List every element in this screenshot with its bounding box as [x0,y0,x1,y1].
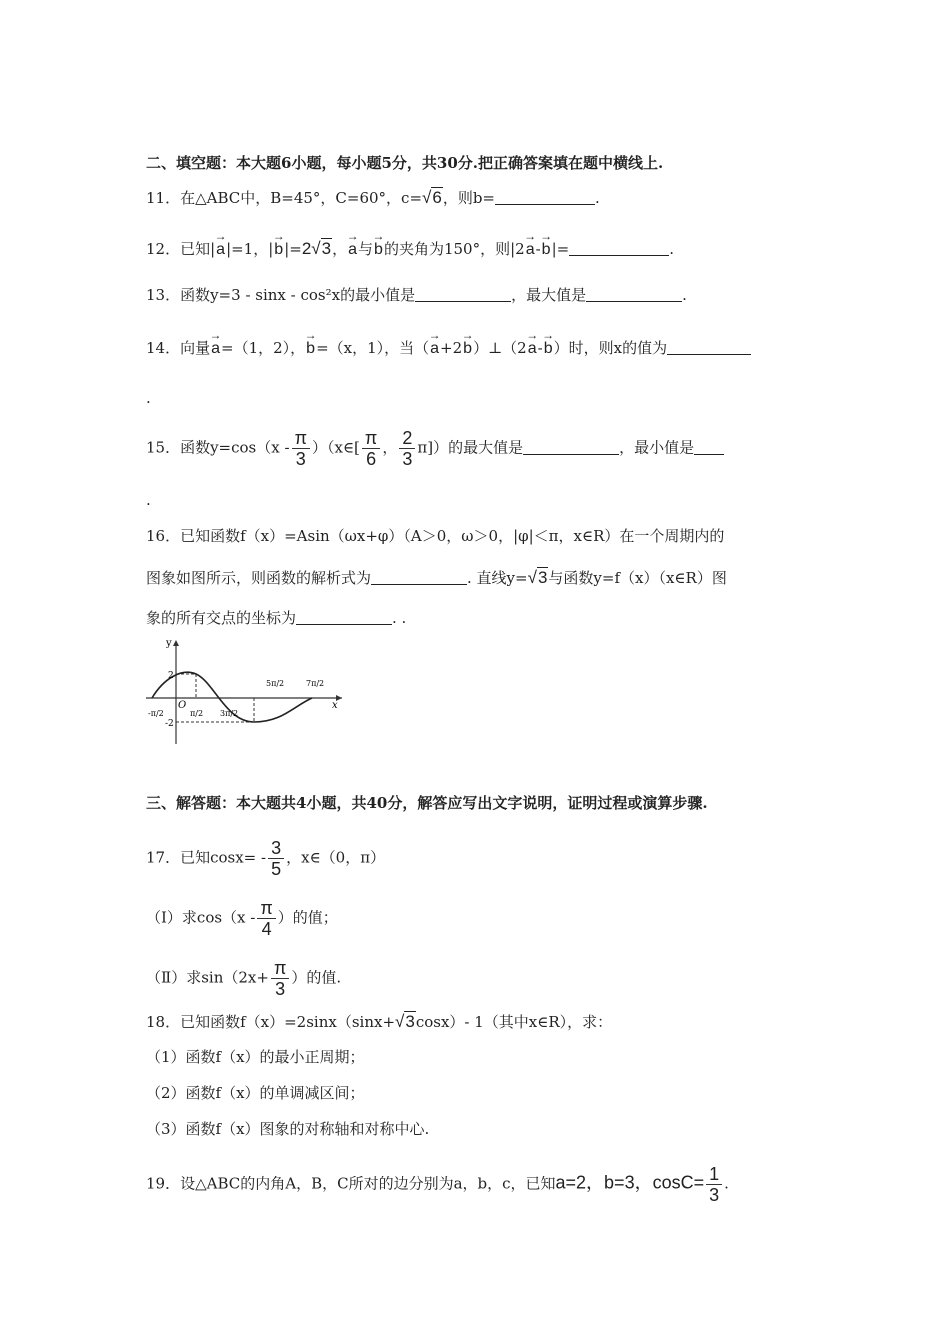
q16-text: 图象如图所示，则函数的解析式为 [146,569,372,587]
numerator: 3 [268,838,284,859]
q14-text: ）时，则x的值为 [553,339,668,357]
question-18-item3: （3）函数f（x）图象的对称轴和对称中心. [146,1120,430,1138]
vector-a: → a [528,333,537,359]
answer-blank [523,440,619,455]
question-16-line3 [146,608,406,628]
y-tick-2: 2 [168,671,174,681]
q19-end: . [724,1174,729,1193]
q11-end: . [595,189,600,207]
denominator: 3 [709,1185,720,1205]
numerator: 1 [706,1164,722,1185]
denominator: 3 [402,449,413,469]
answer-blank [495,190,595,205]
q12-text: |= [284,240,302,258]
q14-text: 14．向量 [146,339,211,357]
question-16-line2 [146,568,727,588]
q17-part2-text: （Ⅱ）求sin（2x+ [146,968,269,987]
fraction-2-over-3 [399,428,415,469]
q13-text: 13．函数y=3 - sinx - cos²x的最小值是 [146,286,416,304]
vector-b: → b [544,333,553,359]
answer-blank [296,610,392,625]
q12-text: 12．已知| [146,240,216,258]
question-13 [146,285,687,305]
vector-b: → b [542,234,551,260]
q19-text: 19．设△ABC的内角A，B，C所对的边分别为a，b，c，已知 [146,1174,556,1193]
q15-text: 15．函数y=cos（x - [146,438,290,457]
vector-a: → a [211,333,220,359]
vector-a: → a [430,333,439,359]
vector-b: → b [306,333,315,359]
q17-part1-text: （Ⅰ）求cos（x - [146,908,256,927]
radicand: 3 [537,568,548,587]
q15-text: ， [382,438,398,457]
sqrt-3: √3 [395,1012,415,1031]
section2-heading: 二、填空题：本大题6小题，每小题5分，共30分.把正确答案填在题中横线上. [146,154,664,172]
x-tick: 5π/2 [266,679,285,688]
y-axis-arrow-icon [173,640,179,646]
numerator: π [271,958,289,979]
q17-text: 17．已知cosx= - [146,848,267,867]
q15-mid: ，最小值是 [619,438,695,457]
origin-label: O [178,700,187,711]
q12-text: 与 [358,240,374,258]
q15-text: ）（x∈[ [311,438,360,457]
q12-text: |=1，| [226,240,274,258]
q14-text: - [537,339,543,357]
q17-part1-text: ）的值； [277,908,338,927]
q15-tail: . [146,491,151,509]
question-16-line1: 16．已知函数f（x）=Asin（ωx+φ）（A＞0，ω＞0，|φ|＜π，x∈R）在一个周期内的 [146,527,725,545]
denominator: 3 [295,449,306,469]
q14-text: =（x，1），当（ [316,339,430,357]
question-18 [146,1012,612,1032]
q14-text: +2 [440,339,463,357]
q16-text: . 直线y= [467,569,528,587]
vector-b: → b [374,234,383,260]
question-17 [146,838,385,879]
fraction-pi-over-3 [292,428,310,469]
question-17-part2 [146,958,341,999]
denominator: 6 [366,449,377,469]
vector-b: → b [463,333,472,359]
answer-blank [694,440,724,455]
numerator: 2 [399,428,415,449]
q16-text: . . [392,609,407,627]
vector-a: → a [526,234,535,260]
x-tick: 3π/2 [220,709,239,718]
question-19 [146,1164,729,1205]
fraction-pi-over-4 [257,898,275,939]
radicand: 3 [405,1012,415,1031]
denominator: 5 [271,859,282,879]
q12-text: ， [332,240,348,258]
x-tick: π/2 [190,709,204,718]
numerator: π [292,428,310,449]
answer-blank [667,340,751,355]
coefficient: 2 [301,239,312,258]
radicand: 6 [432,188,442,207]
question-12 [146,234,674,260]
vector-a: → a [348,234,357,260]
q11-mid: ，则b= [442,189,495,207]
q13-end: . [682,286,687,304]
numerator: π [257,898,275,919]
x-label: x [332,700,338,711]
q12-text: - [535,240,541,258]
sqrt-3: √3 [527,568,548,587]
question-11 [146,188,600,208]
answer-blank [415,287,511,302]
q11-text: 11．在△ABC中，B=45°，C=60°，c= [146,189,423,207]
two-sqrt-3: 2√3 [301,239,332,258]
fraction-pi-over-6 [362,428,380,469]
answer-blank [569,241,669,256]
denominator: 4 [261,919,272,939]
y-label: y [166,638,172,649]
question-14 [146,333,751,359]
vector-a: → a [216,234,225,260]
q14-text: ）⊥（2 [473,339,527,357]
q15-text: π]）的最大值是 [417,438,524,457]
q12-text: |= [551,240,570,258]
y-tick-neg2: -2 [165,719,174,729]
sine-graph-figure [144,634,354,746]
q13-mid: ，最大值是 [511,286,587,304]
question-17-part1 [146,898,338,939]
q17-text: ，x∈（0，π） [286,848,386,867]
fraction-pi-over-3 [271,958,289,999]
q12-end: . [669,240,674,258]
q19-given: a=2，b=3，cosC= [555,1172,705,1193]
sqrt-6: √6 [422,188,442,207]
radicand: 3 [321,239,332,258]
answer-blank [371,570,467,585]
section3-heading: 三、解答题：本大题共4小题，共40分，解答应写出文字说明，证明过程或演算步骤. [146,794,708,812]
answer-blank [586,287,682,302]
q14-tail: . [146,389,151,407]
x-tick: 7π/2 [306,679,325,688]
q17-part2-text: ）的值. [291,968,342,987]
question-18-item2: （2）函数f（x）的单调减区间； [146,1084,365,1102]
q14-text: =（1，2）， [221,339,306,357]
q16-text: 象的所有交点的坐标为 [146,609,297,627]
question-15 [146,428,724,469]
q18-text: 18．已知函数f（x）=2sinx（sinx+ [146,1013,396,1031]
numerator: π [362,428,380,449]
q18-text: cosx）- 1（其中x∈R），求： [415,1013,613,1031]
fraction-3-over-5 [268,838,284,879]
q16-text: 与函数y=f（x）（x∈R）图 [548,569,727,587]
q12-text: 的夹角为150°，则|2 [383,240,525,258]
denominator: 3 [275,979,286,999]
vector-b: → b [274,234,283,260]
x-tick: -π/2 [148,709,164,718]
fraction-1-over-3 [706,1164,722,1205]
question-18-item1: （1）函数f（x）的最小正周期； [146,1048,365,1066]
